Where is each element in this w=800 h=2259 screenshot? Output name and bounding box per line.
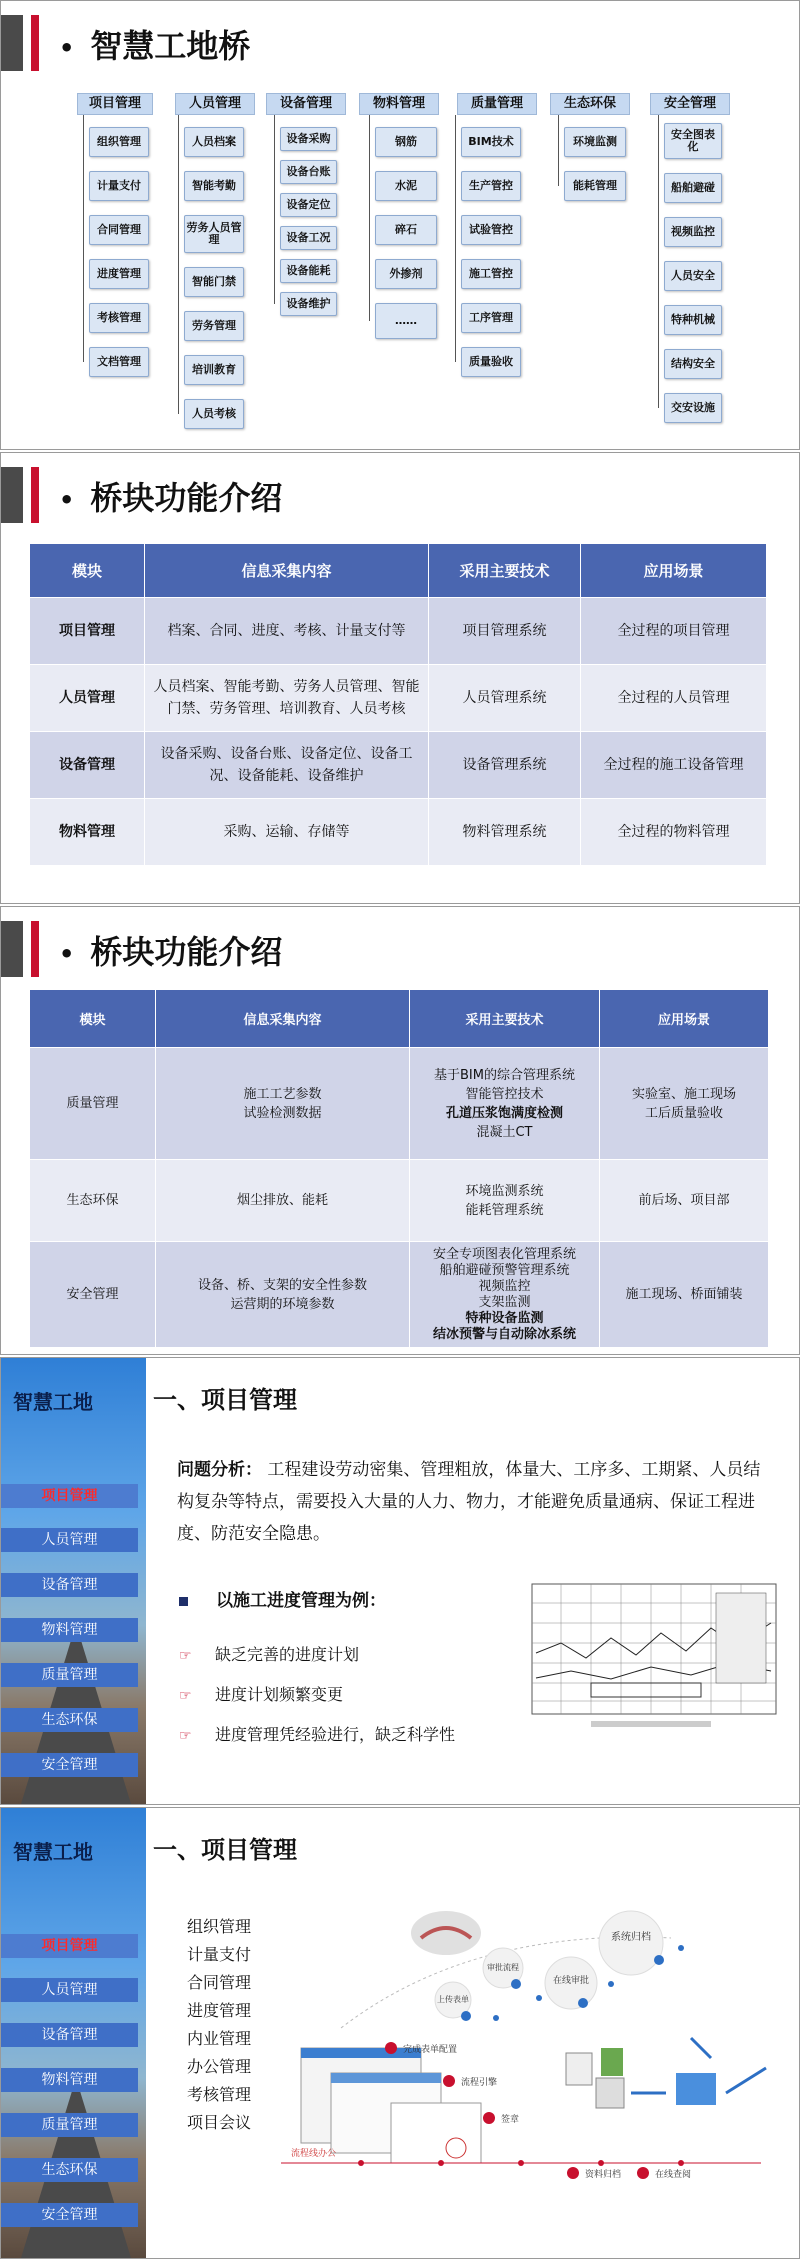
step-label-engine: 流程引擎 bbox=[461, 2078, 498, 2088]
side-title: 智慧工地 bbox=[13, 1840, 93, 1864]
org-node: …… bbox=[375, 303, 437, 339]
table-header-cell: 信息采集内容 bbox=[145, 544, 429, 598]
org-column-head: 安全管理 bbox=[650, 93, 730, 115]
nav-item-personnel[interactable]: 人员管理 bbox=[1, 1978, 138, 2002]
org-node: 碎石 bbox=[375, 215, 437, 245]
org-column-head: 质量管理 bbox=[457, 93, 537, 115]
org-node: 智能考勤 bbox=[184, 171, 244, 201]
list-item: ☞ 进度计划频繁变更 bbox=[179, 1685, 344, 1704]
list-item: 项目会议 bbox=[187, 2113, 252, 2132]
org-node: 合同管理 bbox=[89, 215, 149, 245]
table-row: 质量管理 施工工艺参数 试验检测数据 基于BIM的综合管理系统 智能管控技术 孔道压浆饱满度检测 混凝土CT 实验室、施工现场 工后质量验收 bbox=[30, 1048, 769, 1160]
org-column-head: 生态环保 bbox=[550, 93, 630, 115]
org-node: 人员考核 bbox=[184, 399, 244, 429]
org-node: 能耗管理 bbox=[564, 171, 626, 201]
table-row: 物料管理 采购、运输、存储等 物料管理系统 全过程的物料管理 bbox=[30, 799, 767, 866]
org-node: 生产管控 bbox=[461, 171, 521, 201]
org-node: 设备维护 bbox=[280, 292, 337, 316]
nav-item-equipment[interactable]: 设备管理 bbox=[1, 2023, 138, 2047]
list-item: 合同管理 bbox=[187, 1973, 252, 1992]
node-label-archive: 系统归档 bbox=[611, 1932, 651, 1943]
org-node: 组织管理 bbox=[89, 127, 149, 157]
nav-item-project[interactable]: 项目管理 bbox=[1, 1484, 138, 1508]
function-table bbox=[29, 989, 769, 1348]
org-node: 钢筋 bbox=[375, 127, 437, 157]
org-node: 安全图表化 bbox=[664, 123, 722, 159]
list-item: 组织管理 bbox=[187, 1917, 252, 1936]
nav-item-materials[interactable]: 物料管理 bbox=[1, 2068, 138, 2092]
org-connector bbox=[274, 115, 275, 304]
table-header-cell: 信息采集内容 bbox=[156, 990, 410, 1048]
step-label-seal: 签章 bbox=[501, 2115, 520, 2125]
nav-item-project[interactable]: 项目管理 bbox=[1, 1934, 138, 1958]
section-title: 一、项目管理 bbox=[153, 1386, 297, 1414]
org-node: 质量验收 bbox=[461, 347, 521, 377]
org-node: 劳务人员管理 bbox=[184, 215, 244, 253]
org-node: 水泥 bbox=[375, 171, 437, 201]
org-connector bbox=[455, 115, 456, 362]
org-connector bbox=[83, 115, 84, 362]
step-label-view: 在线查阅 bbox=[655, 2170, 692, 2180]
header-accent-stripe bbox=[31, 15, 39, 71]
nav-item-quality[interactable]: 质量管理 bbox=[1, 2113, 138, 2137]
nav-item-materials[interactable]: 物料管理 bbox=[1, 1618, 138, 1642]
function-table bbox=[29, 543, 767, 866]
org-node: 智能门禁 bbox=[184, 267, 244, 297]
list-item: 进度管理 bbox=[187, 2001, 252, 2020]
nav-item-quality[interactable]: 质量管理 bbox=[1, 1663, 138, 1687]
org-node: 结构安全 bbox=[664, 349, 722, 379]
nav-item-safety[interactable]: 安全管理 bbox=[1, 2203, 138, 2227]
org-node: 特种机械 bbox=[664, 305, 722, 335]
org-column-head: 设备管理 bbox=[266, 93, 346, 115]
org-node: 培训教育 bbox=[184, 355, 244, 385]
org-node: 设备定位 bbox=[280, 193, 337, 217]
node-label-approval: 在线审批 bbox=[552, 1976, 590, 1986]
org-node: 外掺剂 bbox=[375, 259, 437, 289]
nav-item-environment[interactable]: 生态环保 bbox=[1, 1708, 138, 1732]
list-item: 考核管理 bbox=[187, 2085, 252, 2104]
pointer-icon: ☞ bbox=[179, 1728, 192, 1744]
workflow-diagram bbox=[271, 1888, 781, 2238]
list-item: 计量支付 bbox=[187, 1945, 252, 1964]
header-accent-stripe bbox=[31, 921, 39, 977]
org-node: 环境监测 bbox=[564, 127, 626, 157]
step-label-config: 完成表单配置 bbox=[403, 2045, 458, 2055]
side-nav-panel bbox=[1, 1358, 146, 1804]
org-node: 劳务管理 bbox=[184, 311, 244, 341]
org-node: 设备能耗 bbox=[280, 259, 337, 283]
list-item: ☞ 缺乏完善的进度计划 bbox=[179, 1645, 360, 1664]
table-header-cell: 模块 bbox=[30, 544, 145, 598]
nav-item-safety[interactable]: 安全管理 bbox=[1, 1753, 138, 1777]
list-item: 内业管理 bbox=[187, 2029, 252, 2048]
table-row: 项目管理 档案、合同、进度、考核、计量支付等 项目管理系统 全过程的项目管理 bbox=[30, 598, 767, 665]
list-item: ☞ 进度管理凭经验进行，缺乏科学性 bbox=[179, 1725, 456, 1744]
org-node: 视频监控 bbox=[664, 217, 722, 247]
node-label-upload: 上传表单 bbox=[437, 1995, 469, 2004]
header-accent-bar bbox=[1, 15, 23, 71]
org-node: 船舶避碰 bbox=[664, 173, 722, 203]
section-title: 一、项目管理 bbox=[153, 1836, 297, 1864]
org-connector bbox=[558, 115, 559, 186]
list-item: 办公管理 bbox=[187, 2057, 252, 2076]
table-row: 生态环保 烟尘排放、能耗 环境监测系统 能耗管理系统 前后场、项目部 bbox=[30, 1160, 769, 1242]
slide-title: • 桥块功能介绍 bbox=[59, 479, 283, 517]
slide-title: • 桥块功能介绍 bbox=[59, 933, 283, 971]
side-title: 智慧工地 bbox=[13, 1390, 93, 1414]
org-node: 交安设施 bbox=[664, 393, 722, 423]
org-node: 设备台账 bbox=[280, 160, 337, 184]
problem-analysis: 问题分析： 工程建设劳动密集、管理粗放，体量大、工序多、工期紧、人员结构复杂等特点，需要投入大量的人力、物力，才能避免质量通病、保证工程进度、防范安全隐患。 bbox=[177, 1460, 761, 1544]
nav-item-equipment[interactable]: 设备管理 bbox=[1, 1573, 138, 1597]
footer-label: 流程线办公 bbox=[291, 2149, 337, 2159]
org-node: 进度管理 bbox=[89, 259, 149, 289]
slide-project-analysis bbox=[0, 1357, 800, 1805]
slide-function-table-2 bbox=[0, 906, 800, 1355]
example-heading: 以施工进度管理为例： bbox=[179, 1586, 386, 1611]
table-row: 人员管理 人员档案、智能考勤、劳务人员管理、智能门禁、劳务管理、培训教育、人员考核 人员管理系统 全过程的人员管理 bbox=[30, 665, 767, 732]
nav-item-personnel[interactable]: 人员管理 bbox=[1, 1528, 138, 1552]
org-node: 文档管理 bbox=[89, 347, 149, 377]
org-column-head: 人员管理 bbox=[175, 93, 255, 115]
org-connector bbox=[658, 115, 659, 408]
org-node: 考核管理 bbox=[89, 303, 149, 333]
org-node: 施工管控 bbox=[461, 259, 521, 289]
pointer-icon: ☞ bbox=[179, 1688, 192, 1704]
slide-function-table-1 bbox=[0, 452, 800, 904]
pointer-icon: ☞ bbox=[179, 1648, 192, 1664]
org-node: 人员档案 bbox=[184, 127, 244, 157]
table-header-cell: 模块 bbox=[30, 990, 156, 1048]
table-header-cell: 应用场景 bbox=[600, 990, 769, 1048]
slide-title: • 智慧工地桥 bbox=[59, 27, 251, 65]
org-node: 计量支付 bbox=[89, 171, 149, 201]
org-node: 工序管理 bbox=[461, 303, 521, 333]
table-header-cell: 采用主要技术 bbox=[429, 544, 581, 598]
org-column-head: 物料管理 bbox=[359, 93, 439, 115]
schedule-chart-thumbnail bbox=[531, 1583, 777, 1733]
nav-item-environment[interactable]: 生态环保 bbox=[1, 2158, 138, 2182]
org-node: BIM技术 bbox=[461, 127, 521, 157]
org-connector bbox=[369, 115, 370, 321]
node-label-flow: 审批流程 bbox=[487, 1963, 519, 1972]
org-node: 设备工况 bbox=[280, 226, 337, 250]
org-column-head: 项目管理 bbox=[77, 93, 153, 115]
org-connector bbox=[178, 115, 179, 414]
org-node: 设备采购 bbox=[280, 127, 337, 151]
header-accent-bar bbox=[1, 467, 23, 523]
step-label-archive: 资料归档 bbox=[585, 2170, 622, 2180]
table-header-cell: 应用场景 bbox=[581, 544, 767, 598]
table-row: 设备管理 设备采购、设备台账、设备定位、设备工况、设备能耗、设备维护 设备管理系统 全过程的施工设备管理 bbox=[30, 732, 767, 799]
slide-project-system bbox=[0, 1807, 800, 2259]
table-row: 安全管理 设备、桥、支架的安全性参数 运营期的环境参数 安全专项图表化管理系统 船舶避碰预警管理系统 视频监控 支架监测 特种设备监测 结冰预警与自动除冰系统 施工现场、桥面铺装 bbox=[30, 1242, 769, 1348]
header-accent-stripe bbox=[31, 467, 39, 523]
org-node: 人员安全 bbox=[664, 261, 722, 291]
side-nav-panel bbox=[1, 1808, 146, 2258]
org-node: 试验管控 bbox=[461, 215, 521, 245]
header-accent-bar bbox=[1, 921, 23, 977]
table-header-cell: 采用主要技术 bbox=[410, 990, 600, 1048]
slide-org-chart bbox=[0, 0, 800, 450]
